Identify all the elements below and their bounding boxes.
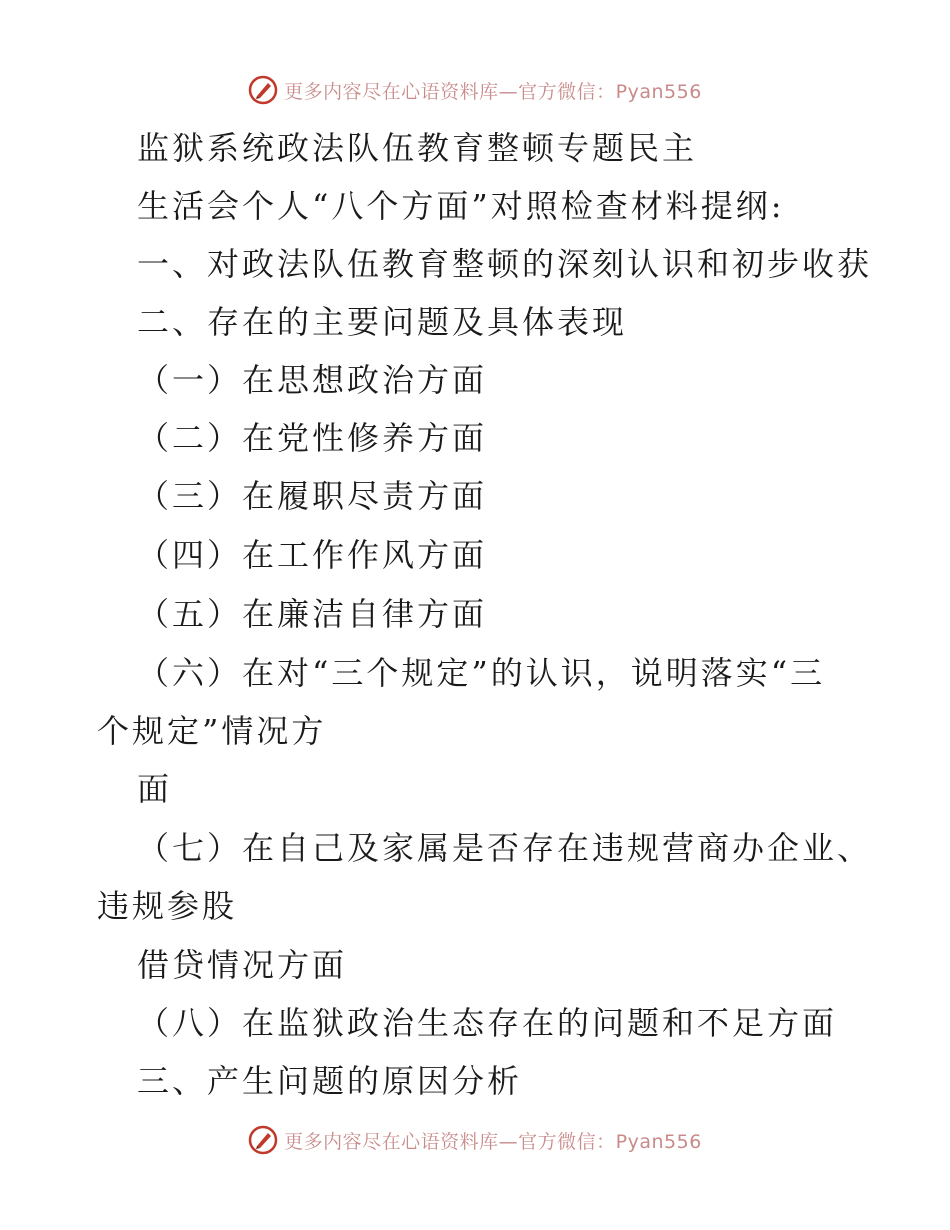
watermark-text: 更多内容尽在心语资料库—官方微信：Pyan556 [284,80,702,103]
outline-item-1: （一）在思想政治方面 [137,361,488,399]
outline-item-4: （四）在工作作风方面 [137,536,488,574]
outline-section-1: 一、对政法队伍教育整顿的深刻认识和初步收获 [137,245,873,283]
outline-item-2: （二）在党性修养方面 [137,419,488,457]
outline-item-7-cont: 违规参股 [97,887,238,925]
outline-item-6-cont-2: 面 [137,770,173,808]
watermark-footer [0,1122,950,1158]
outline-item-7-cont-2: 借贷情况方面 [137,946,348,984]
doc-title-line-1: 监狱系统政法队伍教育整顿专题民主 [137,129,698,167]
pen-logo-icon [248,1125,278,1155]
outline-section-3: 三、产生问题的原因分析 [137,1062,523,1100]
outline-item-8: （八）在监狱政治生态存在的问题和不足方面 [137,1004,838,1042]
outline-section-2: 二、存在的主要问题及具体表现 [137,303,628,341]
outline-item-6: （六）在对“三个规定”的认识，说明落实“三 [137,654,826,692]
doc-title-line-2: 生活会个人“八个方面”对照检查材料提纲: [137,187,785,225]
outline-item-5: （五）在廉洁自律方面 [137,595,488,633]
outline-item-7: （七）在自己及家属是否存在违规营商办企业、 [137,829,873,867]
pen-logo-icon [248,75,278,105]
outline-item-3: （三）在履职尽责方面 [137,477,488,515]
watermark-text: 更多内容尽在心语资料库—官方微信：Pyan556 [284,1130,702,1153]
watermark-header [0,72,950,108]
outline-item-6-cont: 个规定”情况方 [97,712,327,750]
